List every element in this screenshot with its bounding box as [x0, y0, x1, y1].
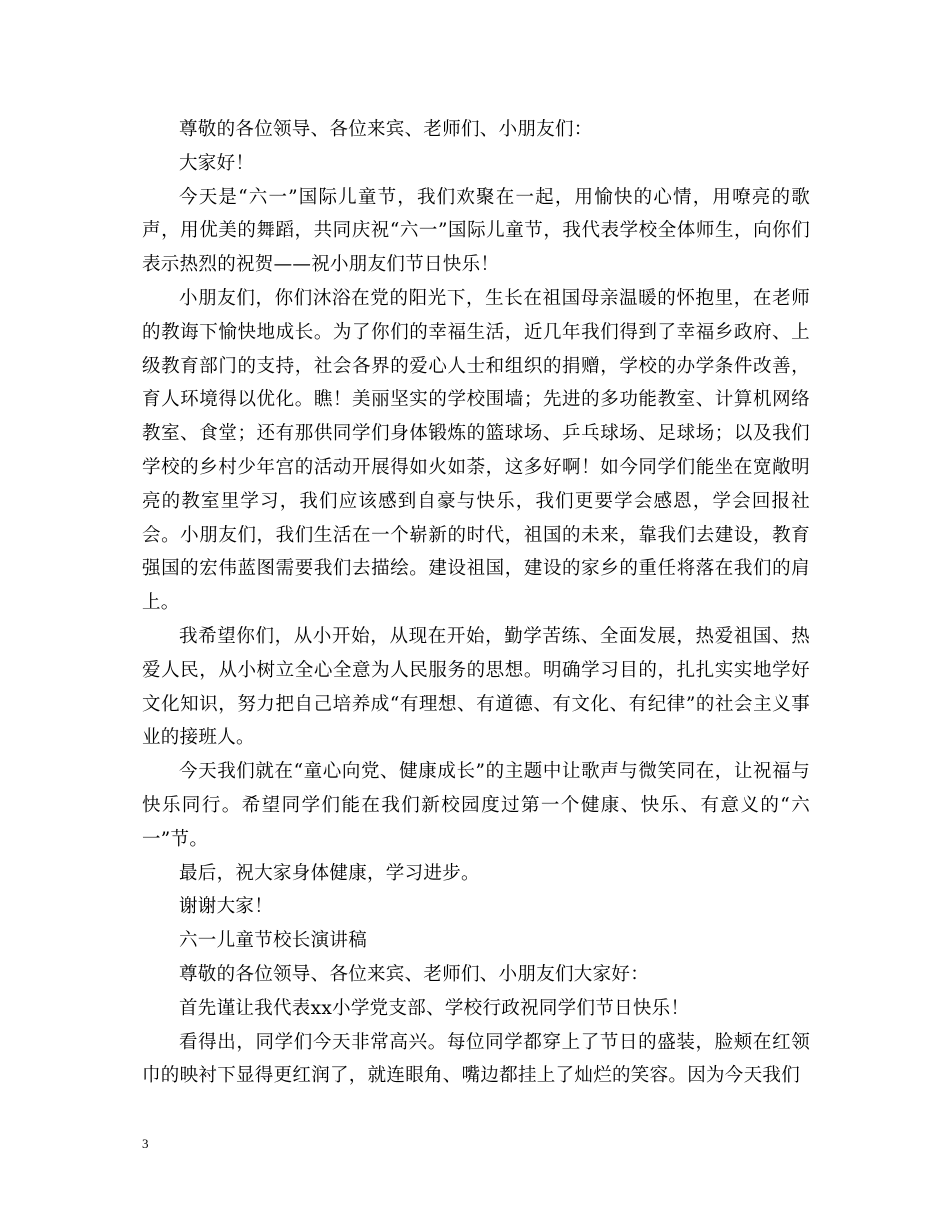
- thanks: 谢谢大家！: [179, 896, 274, 918]
- page-number: 3: [142, 1136, 149, 1151]
- salutation: 尊敬的各位领导、各位来宾、老师们、小朋友们大家好：: [179, 963, 650, 985]
- closing-wish: 最后，祝大家身体健康，学习进步。: [179, 862, 480, 884]
- body-paragraph: 我希望你们，从小开始，从现在开始，勤学苦练、全面发展，热爱祖国、热爱人民，从小树立全心全意为人民服务的思想。明确学习目的，扎扎实实地学好文化知识，努力把自己培养成“有理想、有道德、有文化、有纪律”的社会主义事业的接班人。: [142, 625, 810, 749]
- section-title: 六一儿童节校长演讲稿: [179, 930, 368, 952]
- body-paragraph: 今天我们就在“童心向党、健康成长”的主题中让歌声与微笑同在，让祝福与快乐同行。希望同学们能在我们新校园度过第一个健康、快乐、有意义的“六一”节。: [142, 761, 810, 850]
- salutation: 尊敬的各位领导、各位来宾、老师们、小朋友们：: [179, 119, 593, 140]
- body-paragraph: 首先谨让我代表xx小学党支部、学校行政祝同学们节日快乐！: [179, 997, 690, 1019]
- body-paragraph: 小朋友们，你们沐浴在党的阳光下，生长在祖国母亲温暖的怀抱里，在老师的教诲下愉快地成长。为了你们的幸福生活，近几年我们得到了幸福乡政府、上级教育部门的支持，社会各界的爱心人士和组织的捐赠，学校的办学条件改善，育人环境得以优化。瞧！美丽坚实的学校围墙；先进的多功能教室、计算机网络教室、食堂；还有那供同学们身体锻炼的篮球场、乒乓球场、足球场；以及我们学校的乡村少年宫的活动开展得如火如荼，这多好啊！如今同学们能坐在宽敞明亮的教室里学习，我们应该感到自豪与快乐，我们更要学会感恩，学会回报社会。小朋友们，我们生活在一个崭新的时代，祖国的未来，靠我们去建设，教育强国的宏伟蓝图需要我们去描绘。建设祖国，建设的家乡的重任将落在我们的肩上。: [142, 287, 810, 614]
- greeting: 大家好！: [179, 152, 255, 174]
- document-body: [142, 113, 810, 1093]
- body-paragraph: 今天是“六一”国际儿童节，我们欢聚在一起，用愉快的心情，用嘹亮的歌声，用优美的舞蹈，共同庆祝“六一”国际儿童节，我代表学校全体师生，向你们表示热烈的祝贺——祝小朋友们节日快乐！: [142, 186, 810, 276]
- body-paragraph: 看得出，同学们今天非常高兴。每位同学都穿上了节日的盛装，脸颊在红领巾的映衬下显得更红润了，就连眼角、嘴边都挂上了灿烂的笑容。因为今天我们: [142, 1031, 810, 1087]
